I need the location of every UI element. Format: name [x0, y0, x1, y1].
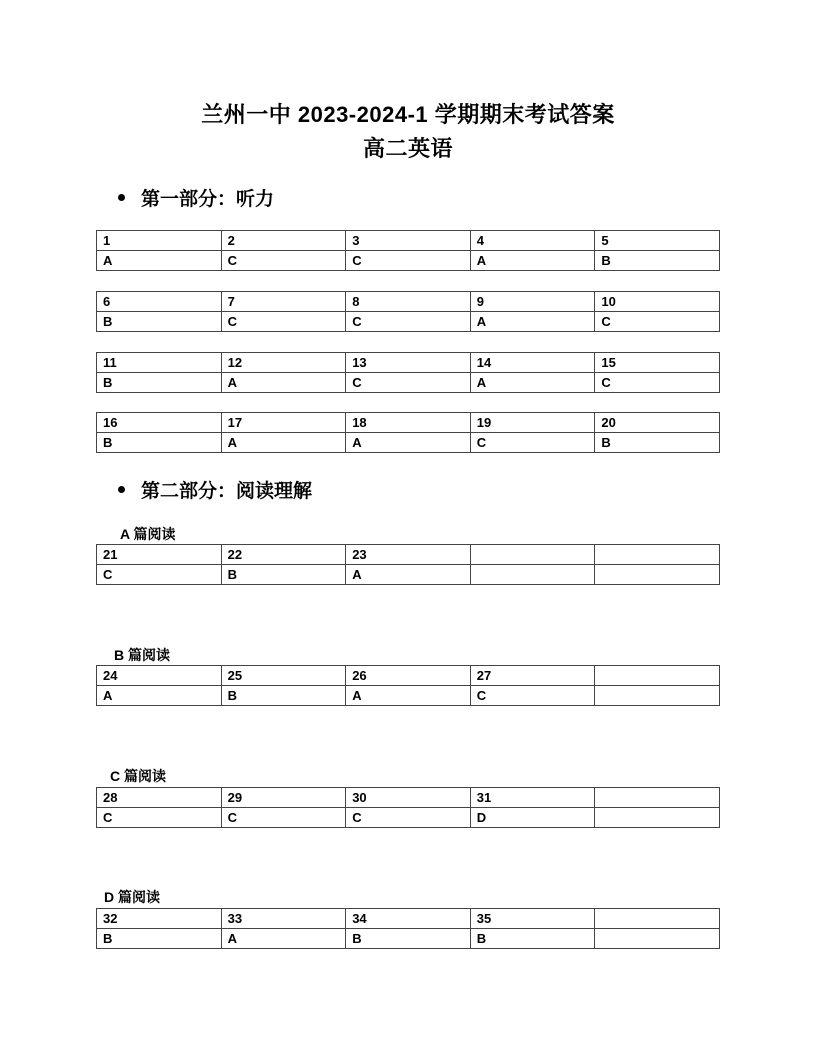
answer-cell: C — [346, 373, 471, 393]
bullet-icon — [118, 486, 125, 493]
answer-cell: A — [97, 251, 222, 271]
answer-cell: D — [470, 808, 595, 828]
question-number: 22 — [221, 545, 346, 565]
answer-cell: B — [470, 929, 595, 949]
answer-cell: A — [346, 565, 471, 585]
answer-cell: B — [221, 565, 346, 585]
answer-row — [97, 808, 720, 828]
answer-row — [97, 686, 720, 706]
answer-cell — [595, 929, 720, 949]
answer-table-listening-3 — [96, 352, 720, 393]
answer-table-reading-c — [96, 787, 720, 828]
question-number-row — [97, 909, 720, 929]
answer-cell: C — [470, 686, 595, 706]
answer-table-reading-a — [96, 544, 720, 585]
answer-cell — [595, 808, 720, 828]
question-number — [595, 909, 720, 929]
answer-cell: A — [470, 373, 595, 393]
question-number: 12 — [221, 353, 346, 373]
question-number: 25 — [221, 666, 346, 686]
answer-cell: C — [346, 312, 471, 332]
question-number: 21 — [97, 545, 222, 565]
question-number: 5 — [595, 231, 720, 251]
question-number: 11 — [97, 353, 222, 373]
question-number: 28 — [97, 788, 222, 808]
passage-label: D 篇阅读 — [104, 889, 160, 905]
question-number: 32 — [97, 909, 222, 929]
question-number: 33 — [221, 909, 346, 929]
answer-row — [97, 312, 720, 332]
question-number: 1 — [97, 231, 222, 251]
answer-cell: B — [346, 929, 471, 949]
question-number: 14 — [470, 353, 595, 373]
answer-cell: B — [97, 312, 222, 332]
answer-table-listening-2 — [96, 291, 720, 332]
document-title: 兰州一中 2023-2024-1 学期期末考试答案 — [201, 102, 615, 127]
answer-cell: C — [470, 433, 595, 453]
answer-cell: C — [221, 808, 346, 828]
document-subtitle: 高二英语 — [362, 136, 453, 161]
answer-table-reading-d — [96, 908, 720, 949]
question-number-row — [97, 413, 720, 433]
answer-cell: C — [346, 251, 471, 271]
question-number — [595, 545, 720, 565]
answer-cell: C — [221, 251, 346, 271]
answer-cell: A — [221, 929, 346, 949]
answer-cell: C — [97, 808, 222, 828]
question-number — [595, 788, 720, 808]
answer-cell — [595, 686, 720, 706]
question-number: 6 — [97, 292, 222, 312]
section-heading-listening — [118, 184, 274, 211]
answer-table-listening-1 — [96, 230, 720, 271]
answer-cell: B — [595, 433, 720, 453]
question-number: 2 — [221, 231, 346, 251]
answer-cell: A — [221, 433, 346, 453]
answer-cell: B — [595, 251, 720, 271]
answer-row — [97, 373, 720, 393]
question-number — [470, 545, 595, 565]
answer-cell: C — [346, 808, 471, 828]
question-number: 17 — [221, 413, 346, 433]
answer-cell: B — [221, 686, 346, 706]
question-number: 27 — [470, 666, 595, 686]
section-heading-reading — [118, 476, 312, 503]
answer-row — [97, 929, 720, 949]
question-number: 31 — [470, 788, 595, 808]
answer-cell: A — [97, 686, 222, 706]
question-number: 15 — [595, 353, 720, 373]
answer-table-listening-4 — [96, 412, 720, 453]
section-heading-text: 第一部分：听力 — [141, 189, 275, 210]
answer-cell — [470, 565, 595, 585]
question-number: 26 — [346, 666, 471, 686]
question-number-row — [97, 545, 720, 565]
question-number-row — [97, 788, 720, 808]
passage-label: B 篇阅读 — [114, 647, 170, 663]
question-number: 35 — [470, 909, 595, 929]
answer-row — [97, 251, 720, 271]
question-number: 7 — [221, 292, 346, 312]
passage-label: C 篇阅读 — [110, 768, 166, 784]
answer-cell: A — [346, 433, 471, 453]
answer-cell: A — [470, 251, 595, 271]
question-number: 4 — [470, 231, 595, 251]
section-heading-text: 第二部分：阅读理解 — [141, 481, 313, 502]
question-number-row — [97, 666, 720, 686]
question-number: 9 — [470, 292, 595, 312]
answer-cell: B — [97, 373, 222, 393]
question-number: 18 — [346, 413, 471, 433]
question-number-row — [97, 231, 720, 251]
question-number: 30 — [346, 788, 471, 808]
question-number: 8 — [346, 292, 471, 312]
question-number: 19 — [470, 413, 595, 433]
question-number: 3 — [346, 231, 471, 251]
bullet-icon — [118, 194, 125, 201]
answer-table-reading-b — [96, 665, 720, 706]
answer-cell: B — [97, 929, 222, 949]
question-number: 24 — [97, 666, 222, 686]
passage-label: A 篇阅读 — [120, 526, 176, 542]
answer-cell: A — [470, 312, 595, 332]
answer-row — [97, 433, 720, 453]
answer-row — [97, 565, 720, 585]
question-number-row — [97, 292, 720, 312]
answer-cell: C — [595, 373, 720, 393]
question-number: 29 — [221, 788, 346, 808]
question-number: 23 — [346, 545, 471, 565]
question-number: 16 — [97, 413, 222, 433]
answer-cell: B — [97, 433, 222, 453]
question-number — [595, 666, 720, 686]
question-number: 10 — [595, 292, 720, 312]
answer-cell: A — [346, 686, 471, 706]
answer-cell: C — [97, 565, 222, 585]
question-number: 13 — [346, 353, 471, 373]
answer-cell — [595, 565, 720, 585]
answer-cell: C — [221, 312, 346, 332]
question-number: 34 — [346, 909, 471, 929]
question-number-row — [97, 353, 720, 373]
answer-cell: C — [595, 312, 720, 332]
question-number: 20 — [595, 413, 720, 433]
answer-cell: A — [221, 373, 346, 393]
